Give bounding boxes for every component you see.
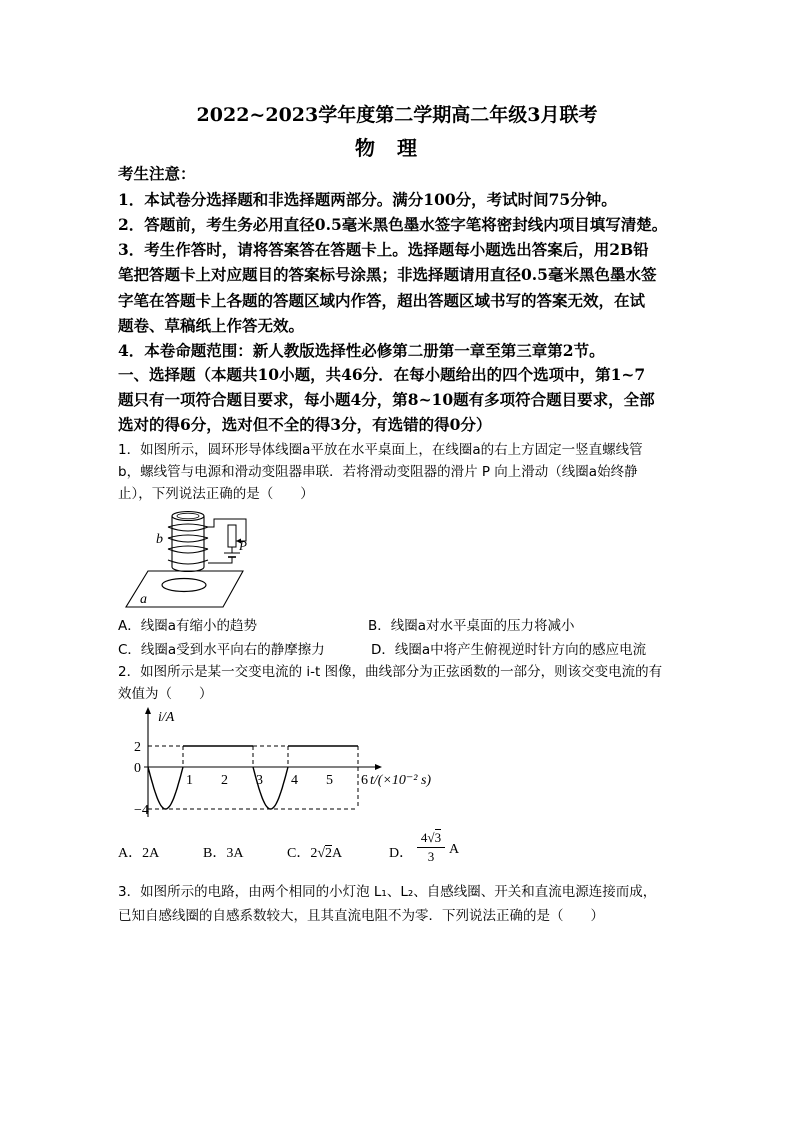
notice-line: 1．本试卷分选择题和非选择题两部分。满分100分，考试时间75分钟。	[118, 190, 617, 209]
y-tick-label: 0	[134, 761, 141, 776]
fraction	[417, 829, 445, 866]
q1-option-d[interactable]: D．线圈a中将产生俯视逆时针方向的感应电流	[371, 642, 647, 658]
q2-option-b[interactable]: B．3A	[203, 846, 244, 861]
label-a: a	[140, 592, 147, 607]
q2-option-a[interactable]: A．2A	[118, 846, 160, 861]
q2-option-c-radicand: 2	[325, 846, 333, 861]
q2-stem: 2．如图所示是某一交变电流的 i-t 图像，曲线部分为正弦函数的一部分，则该交变电流的有	[118, 664, 663, 680]
denominator: 3	[427, 849, 435, 864]
y-axis-label: i/A	[158, 710, 175, 725]
exam-title: 2022~2023学年度第二学期高二年级3月联考	[196, 104, 598, 126]
q1-figure	[118, 505, 258, 610]
x-tick-label: 2	[221, 773, 228, 788]
q1-option-c[interactable]: C．线圈a受到水平向右的静摩擦力	[118, 642, 325, 658]
q2-option-c[interactable]	[287, 842, 342, 862]
notice-line: 2．答题前，考生务必用直径0.5毫米黑色墨水签字笔将密封线内项目填写清楚。	[118, 215, 668, 234]
x-tick-label: 1	[186, 773, 193, 788]
sqrt-sign: √	[317, 846, 326, 861]
notice-line: 字笔在答题卡上各题的答题区域内作答，超出答题区域书写的答案无效，在试	[118, 291, 646, 310]
y-tick-label: 2	[134, 740, 141, 755]
notice-heading: 考生注意：	[118, 164, 196, 183]
q2-stem: 效值为（ ）	[118, 686, 213, 702]
q1-option-a[interactable]: A．线圈a有缩小的趋势	[118, 618, 258, 634]
label-b: b	[156, 532, 163, 547]
x-tick-label: 3	[256, 773, 263, 788]
q1-option-b[interactable]: B．线圈a对水平桌面的压力将减小	[368, 618, 575, 634]
x-axis-arrow	[375, 764, 382, 770]
q3-stem: 3．如图所示的电路，由两个相同的小灯泡 L₁、L₂、自感线圈、开关和直流电源连接而成，	[118, 884, 657, 900]
subject-title: 物理	[355, 136, 439, 160]
y-tick-label: −4	[134, 803, 149, 817]
x-tick-label: 6	[361, 773, 368, 788]
q1-stem: 1．如图所示，圆环形导体线圈a平放在水平桌面上，在线圈a的右上方固定一竖直螺线管	[118, 442, 643, 458]
numerator-coef: 4	[420, 830, 428, 845]
q2-option-d-prefix: D．	[389, 846, 414, 861]
q2-option-c-suffix: A	[332, 846, 343, 861]
rheostat	[228, 525, 236, 547]
solenoid-windings	[168, 524, 208, 564]
notice-line: 题卷、草稿纸上作答无效。	[118, 316, 305, 335]
series-sine-half	[148, 767, 183, 809]
numerator-radicand: 3	[434, 830, 442, 845]
i-t-chart	[118, 705, 458, 817]
q1-stem: b，螺线管与电源和滑动变阻器串联．若将滑动变阻器的滑片 P 向上滑动（线圈a始终静	[118, 464, 638, 480]
q2-option-c-prefix: C．2	[287, 846, 318, 861]
label-p: P	[239, 538, 247, 553]
notice-line: 4．本卷命题范围：新人教版选择性必修第二册第一章至第三章第2节。	[118, 341, 605, 360]
x-tick-label: 4	[291, 773, 298, 788]
x-tick-label: 5	[326, 773, 333, 788]
notice-line: 3．考生作答时，请将答案答在答题卡上。选择题每小题选出答案后，用2B铅	[118, 240, 649, 259]
x-axis-label: t/(×10⁻² s)	[370, 773, 432, 788]
y-axis-arrow	[145, 707, 151, 714]
q3-stem: 已知自感线圈的自感系数较大，且其直流电阻不为零．下列说法正确的是（ ）	[118, 908, 604, 924]
notice-line: 笔把答题卡上对应题目的答案标号涂黑；非选择题请用直径0.5毫米黑色墨水签	[118, 265, 657, 284]
section-instruction: 题只有一项符合题目要求，每小题4分，第8~10题有多项符合题目要求，全部	[118, 390, 655, 409]
ring-a	[162, 579, 206, 592]
section-instruction: 选对的得6分，选对但不全的得3分，有选错的得0分）	[118, 415, 492, 434]
q1-stem: 止），下列说法正确的是（ ）	[118, 486, 314, 502]
q2-option-d-suffix: A	[449, 842, 460, 857]
section-instruction: 一、选择题（本题共10小题，共46分．在每小题给出的四个选项中，第1~7	[118, 365, 646, 384]
numerator: 4√3	[417, 829, 445, 848]
